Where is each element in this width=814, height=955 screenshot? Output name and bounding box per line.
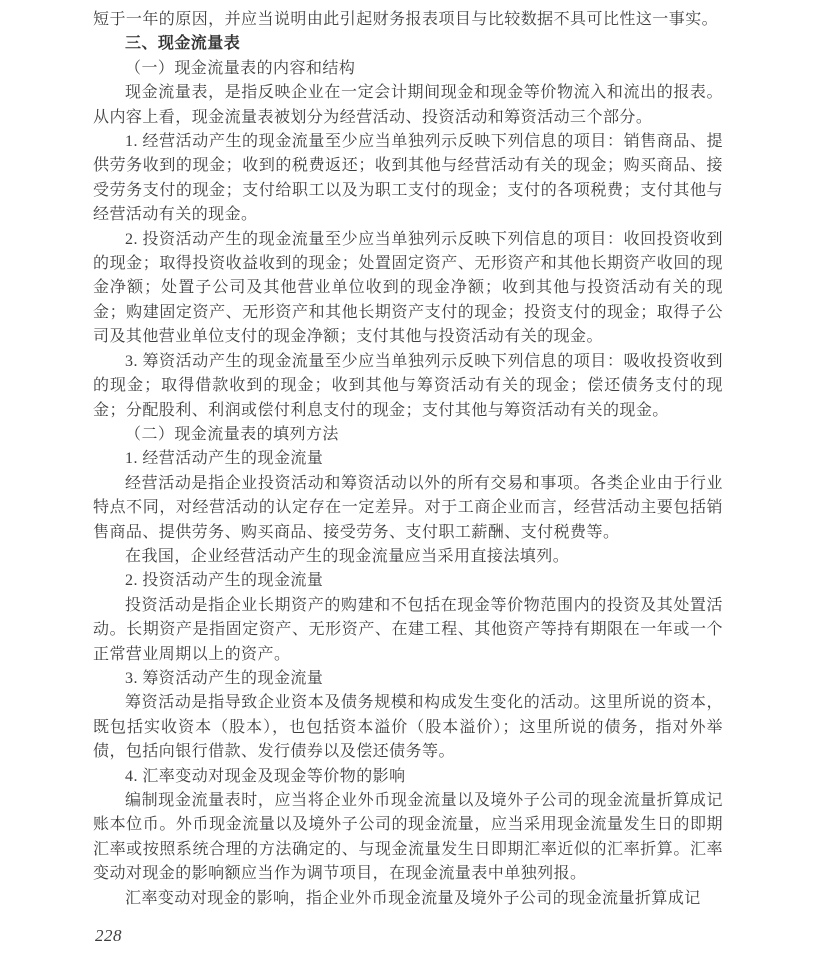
subheading-operating-cash-flow: 1. 经营活动产生的现金流量 <box>125 450 324 468</box>
paragraph-investing-definition: 投资活动是指企业长期资产的购建和不包括在现金等价物范围内的投资及其处置活动。长期资产是指固定资产、无形资产、在建工程、其他资产等持有期限在一年或一个正常营业周期以上的资产。 <box>93 596 723 663</box>
document-page <box>93 8 723 911</box>
paragraph-financing-definition: 筹资活动是指导致企业资本及债务规模和构成发生变化的活动。这里所说的资本，既包括实收资本（股本），也包括资本溢价（股本溢价）；这里所说的债务，指对外举债，包括向银行借款、发行债券以及偿还债务等。 <box>93 694 723 761</box>
paragraph-exchange-rate-effect-definition: 汇率变动对现金的影响，指企业外币现金流量及境外子公司的现金流量折算成记 <box>125 889 701 907</box>
subheading-filling-method: （二）现金流量表的填列方法 <box>125 425 339 443</box>
subheading-content-and-structure: （一）现金流量表的内容和结构 <box>125 59 356 77</box>
page-number: 228 <box>95 926 122 945</box>
section-heading-cash-flow-statement: 三、现金流量表 <box>125 35 241 53</box>
paragraph-operating-activities-items: 1. 经营活动产生的现金流量至少应当单独列示反映下列信息的项目：销售商品、提供劳务收到的现金；收到的税费返还；收到其他与经营活动有关的现金；购买商品、接受劳务支付的现金；支付给职工以及为职工支付的现金；支付的各项税费；支付其他与经营活动有关的现金。 <box>93 133 723 224</box>
paragraph-investing-activities-items: 2. 投资活动产生的现金流量至少应当单独列示反映下列信息的项目：收回投资收到的现金；取得投资收益收到的现金；处置固定资产、无形资产和其他长期资产收回的现金净额；处置子公司及其他营业单位收到的现金净额；收到其他与投资活动有关的现金；购建固定资产、无形资产和其他长期资产支付的现金；投资支付的现金；取得子公司及其他营业单位支付的现金净额；支付其他与投资活动有关的现金。 <box>93 230 723 346</box>
paragraph-direct-method: 在我国，企业经营活动产生的现金流量应当采用直接法填列。 <box>125 547 570 565</box>
subheading-exchange-rate-effect: 4. 汇率变动对现金及现金等价物的影响 <box>125 767 406 785</box>
paragraph-continuation: 短于一年的原因，并应当说明由此引起财务报表项目与比较数据不具可比性这一事实。 <box>93 11 719 28</box>
paragraph-operating-definition: 经营活动是指企业投资活动和筹资活动以外的所有交易和事项。各类企业由于行业特点不同，对经营活动的认定存在一定差异。对于工商企业而言，经营活动主要包括销售商品、提供劳务、购买商品、接受劳务、支付职工薪酬、支付税费等。 <box>93 474 723 541</box>
subheading-investing-cash-flow: 2. 投资活动产生的现金流量 <box>125 572 324 590</box>
paragraph-exchange-rate-translation: 编制现金流量表时，应当将企业外币现金流量以及境外子公司的现金流量折算成记账本位币。外币现金流量以及境外子公司的现金流量，应当采用现金流量发生日的即期汇率或按照系统合理的方法确定的、与现金流量发生日即期汇率近似的汇率折算。汇率变动对现金的影响额应当作为调节项目，在现金流量表中单独列报。 <box>93 792 723 883</box>
paragraph-financing-activities-items: 3. 筹资活动产生的现金流量至少应当单独列示反映下列信息的项目：吸收投资收到的现金；取得借款收到的现金；收到其他与筹资活动有关的现金；偿还债务支付的现金；分配股利、利润或偿付利息支付的现金；支付其他与筹资活动有关的现金。 <box>93 352 723 419</box>
subheading-financing-cash-flow: 3. 筹资活动产生的现金流量 <box>125 669 324 687</box>
paragraph-definition: 现金流量表，是指反映企业在一定会计期间现金和现金等价物流入和流出的报表。从内容上看，现金流量表被划分为经营活动、投资活动和筹资活动三个部分。 <box>93 84 723 126</box>
